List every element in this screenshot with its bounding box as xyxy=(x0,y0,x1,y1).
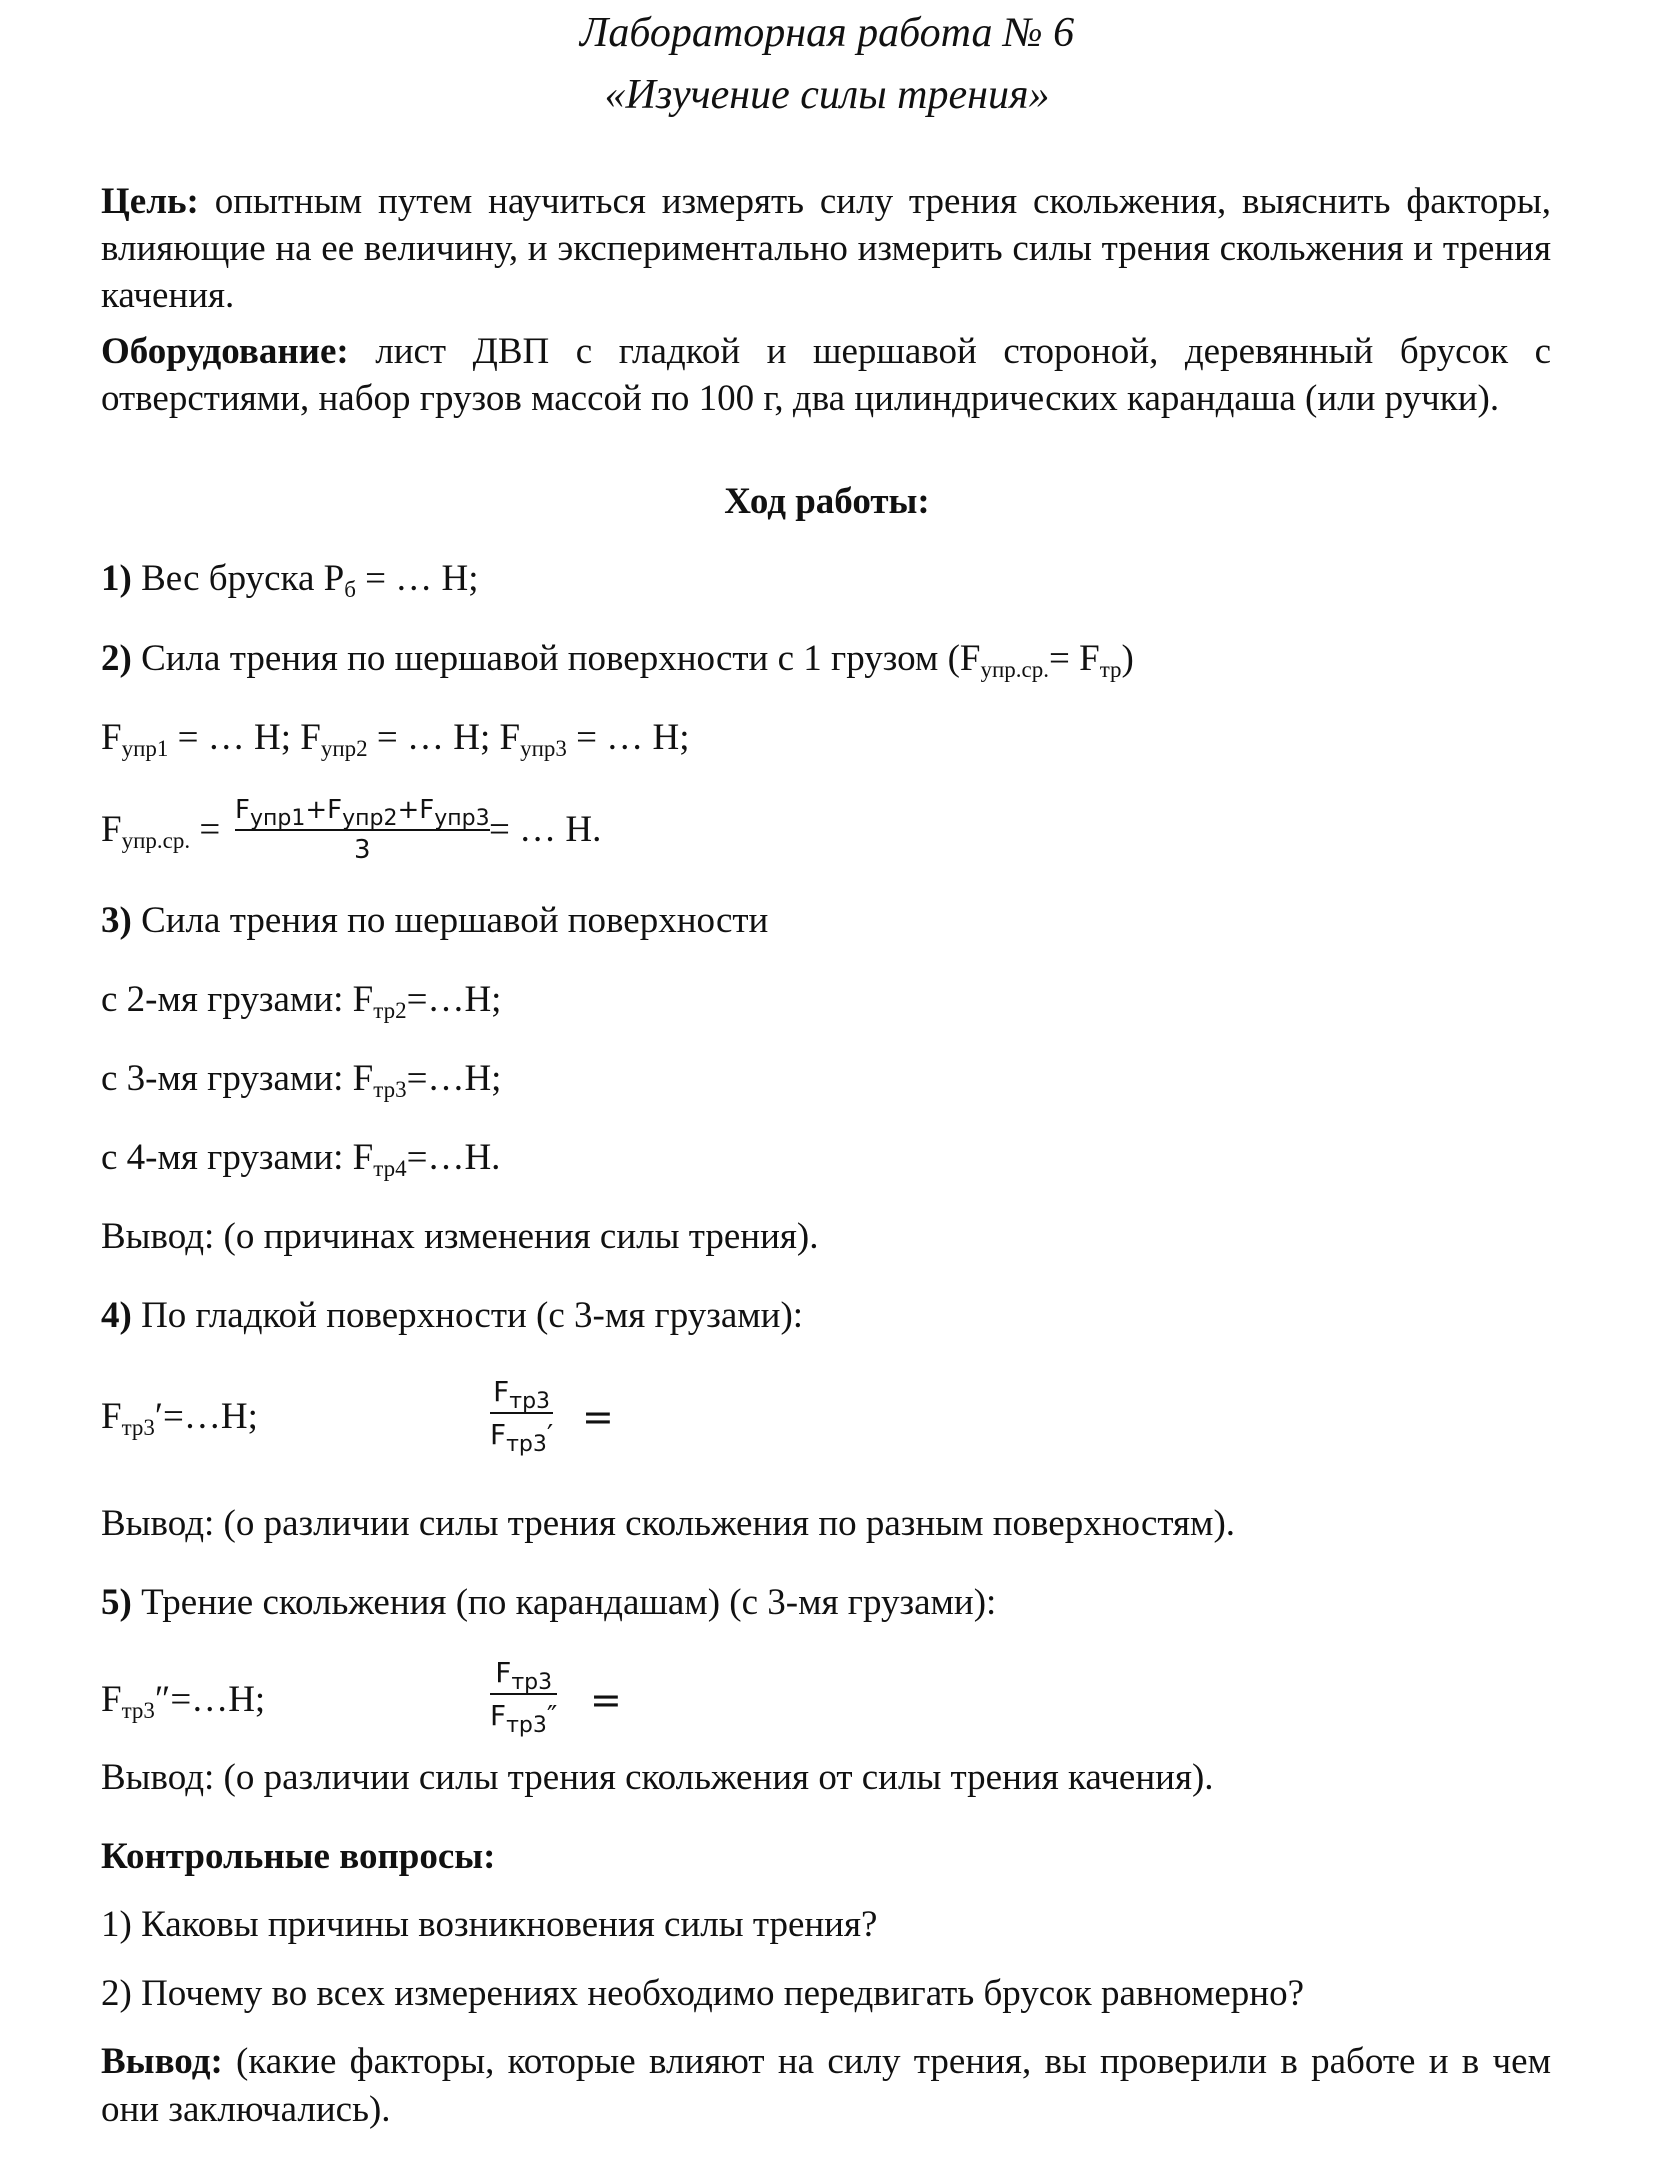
line-c-tail: =…Н. xyxy=(406,1137,501,1178)
step-4 xyxy=(101,1294,803,1338)
step-5-number: 5) xyxy=(101,1582,132,1623)
final-label: Вывод: xyxy=(101,2041,223,2082)
num-sub2: упр2 xyxy=(342,806,398,831)
step-5-num-sub: тр3 xyxy=(511,1670,553,1695)
f-upr1: F xyxy=(101,717,122,758)
step-5-f-tail: ″=…Н; xyxy=(154,1679,266,1720)
line-a-text: с 2-мя грузами: F xyxy=(101,979,374,1020)
step-3 xyxy=(101,899,768,943)
line-c-text: с 4-мя грузами: F xyxy=(101,1137,374,1178)
step-3-conclusion: Вывод: (о причинах изменения силы трения). xyxy=(101,1216,819,1257)
num-sub1: упр1 xyxy=(249,806,306,831)
step-5-lhs xyxy=(101,1678,265,1722)
average-numerator xyxy=(235,795,490,831)
f-upr1-sub: упр1 xyxy=(121,736,169,761)
step-4-den-prime: ′ xyxy=(546,1418,554,1451)
step-4-lhs xyxy=(101,1395,258,1439)
step-4-text: По гладкой поверхности (с 3-мя грузами): xyxy=(131,1295,804,1336)
f-upr2-value: = … Н; xyxy=(367,717,500,758)
average-f: F xyxy=(101,809,122,850)
average-denominator: 3 xyxy=(354,835,371,865)
step-5-fraction xyxy=(490,1656,558,1738)
step-1 xyxy=(101,557,479,601)
step-5-den-f: F xyxy=(490,1699,507,1732)
step-5-num-f: F xyxy=(495,1656,512,1689)
measurements-line xyxy=(101,716,690,760)
line-b-tail: =…Н; xyxy=(406,1058,502,1099)
step-4-conclusion: Вывод: (о различии силы трения скольжения по разным поверхностям). xyxy=(101,1503,1236,1544)
equipment-text: лист ДВП с гладкой и шершавой стороной, деревянный брусок с отверстиями, набор грузов массой по 100 г, два цилиндрических карандаша (или ручки). xyxy=(101,331,1551,419)
step-5-f: F xyxy=(101,1679,122,1720)
step-5-den-prime: ″ xyxy=(546,1699,558,1732)
questions-heading: Контрольные вопросы: xyxy=(101,1836,496,1877)
step-3-line-a xyxy=(101,978,501,1022)
step-4-number: 4) xyxy=(101,1295,132,1336)
step-4-den-sub: тр3 xyxy=(506,1432,547,1457)
step-4-f-tail: ′=…Н; xyxy=(154,1396,258,1437)
step-1-tail: = … Н; xyxy=(355,558,479,599)
lab-title: Лабораторная работа № 6 xyxy=(579,10,1075,56)
line-c-sub: тр4 xyxy=(373,1156,407,1181)
num-plus1: +F xyxy=(305,795,343,825)
f-upr3: F xyxy=(499,717,521,758)
f-upr2: F xyxy=(300,717,321,758)
step-1-sub: б xyxy=(344,577,356,602)
step-3-line-b xyxy=(101,1057,501,1101)
f-upr1-value: = … Н; xyxy=(168,717,301,758)
step-5-equals: = xyxy=(590,1678,622,1722)
step-5-conclusion: Вывод: (о различии силы трения скольжения от силы трения качения). xyxy=(101,1757,1214,1798)
step-4-num-sub: тр3 xyxy=(509,1389,551,1414)
goal-label: Цель: xyxy=(101,181,199,222)
step-5-denominator xyxy=(490,1699,558,1738)
step-3-number: 3) xyxy=(101,900,132,941)
equipment-paragraph xyxy=(101,328,1551,422)
f-upr2-sub: упр2 xyxy=(320,736,368,761)
step-4-num-f: F xyxy=(493,1375,510,1408)
step-4-fraction xyxy=(490,1375,554,1457)
step-5-f-sub: тр3 xyxy=(121,1698,155,1723)
step-2-sub2: тр xyxy=(1099,657,1122,682)
final-conclusion xyxy=(101,2038,1551,2134)
average-lhs xyxy=(101,808,220,852)
step-2-sub1: упр.ср. xyxy=(980,657,1049,682)
step-3-line-c xyxy=(101,1136,500,1180)
step-5 xyxy=(101,1581,996,1625)
average-fraction xyxy=(235,795,490,865)
step-4-f-sub: тр3 xyxy=(121,1415,155,1440)
goal-text: опытным путем научиться измерять силу трения скольжения, выяснить факторы, влияющие на ее величину, и экспериментально измерить силы трения скольжения и трения качения. xyxy=(101,181,1551,316)
num-plus2: +F xyxy=(397,795,435,825)
average-rhs: = … Н. xyxy=(489,809,602,850)
step-2-tail: ) xyxy=(1121,638,1134,679)
step-1-text: Вес бруска P xyxy=(131,558,345,599)
question-1: 1) Каковы причины возникновения силы трения? xyxy=(101,1904,878,1945)
line-b-sub: тр3 xyxy=(373,1077,407,1102)
step-4-den-f: F xyxy=(490,1418,507,1451)
line-a-sub: тр2 xyxy=(373,998,407,1023)
step-1-number: 1) xyxy=(101,558,132,599)
step-4-denominator xyxy=(490,1418,554,1457)
average-f-sub: упр.ср. xyxy=(121,828,191,853)
goal-paragraph xyxy=(101,178,1551,319)
f-upr3-value: = … Н; xyxy=(566,717,690,758)
num-f1: F xyxy=(235,795,250,825)
step-5-den-sub: тр3 xyxy=(506,1713,547,1738)
lab-subtitle: «Изучение силы трения» xyxy=(604,72,1050,118)
step-2 xyxy=(101,637,1134,681)
average-equals: = xyxy=(190,809,221,850)
step-5-text: Трение скольжения (по карандашам) (с 3-мя грузами): xyxy=(131,1582,997,1623)
step-2-mid: = F xyxy=(1049,638,1100,679)
final-text: (какие факторы, которые влияют на силу трения, вы проверили в работе и в чем они заключались). xyxy=(101,2041,1551,2130)
question-2: 2) Почему во всех измерениях необходимо передвигать брусок равномерно? xyxy=(101,1973,1305,2014)
step-2-number: 2) xyxy=(101,638,132,679)
line-a-tail: =…Н; xyxy=(406,979,502,1020)
line-b-text: с 3-мя грузами: F xyxy=(101,1058,374,1099)
step-4-equals: = xyxy=(582,1395,614,1439)
equipment-label: Оборудование: xyxy=(101,331,349,372)
f-upr3-sub: упр3 xyxy=(520,736,567,761)
step-4-f: F xyxy=(101,1396,122,1437)
step-3-text: Сила трения по шершавой поверхности xyxy=(131,900,769,941)
step-5-numerator xyxy=(490,1656,557,1695)
step-4-numerator xyxy=(490,1375,553,1414)
procedure-heading: Ход работы: xyxy=(724,481,930,522)
num-sub3: упр3 xyxy=(434,806,490,831)
step-2-text: Сила трения по шершавой поверхности с 1 грузом (F xyxy=(131,638,981,679)
